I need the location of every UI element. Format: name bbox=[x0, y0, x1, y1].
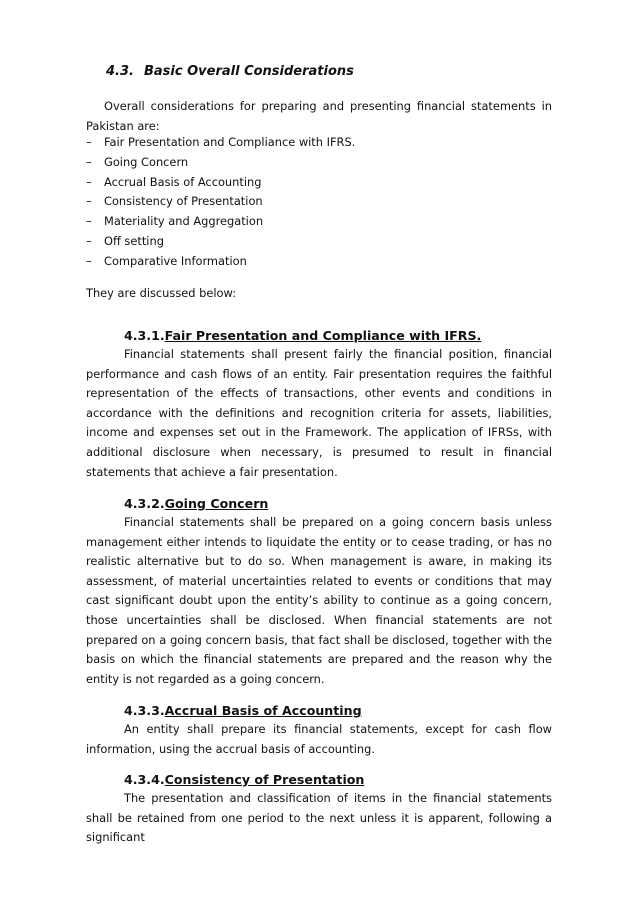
subsection-title: Consistency of Presentation bbox=[164, 772, 365, 787]
subsection-consistency bbox=[86, 771, 552, 848]
intro-text: Overall considerations for preparing and presenting financial statements in Pakistan are: bbox=[86, 99, 552, 133]
subsection-title: Fair Presentation and Compliance with IFRS. bbox=[164, 328, 482, 343]
section-title: Basic Overall Considerations bbox=[144, 64, 354, 79]
subsection-number: 4.3.1. bbox=[124, 328, 165, 343]
subsection-accrual-basis bbox=[86, 702, 552, 759]
intro-paragraph bbox=[86, 97, 552, 137]
subsection-body: Financial statements shall be prepared on a going concern basis unless management either intends to liquidate the entity or to cease trading, or has no realistic alternative but to do so. When management is aware, in making its assessment, of material uncertainties related to events or conditions that may cast significant doubt upon the entity’s ability to continue as a going concern, those uncertainties shall be disclosed. When financial statements are not prepared on a going concern basis, that fact shall be disclosed, together with the basis on which the financial statements are prepared and the reason why the entity is not regarded as a going concern. bbox=[86, 515, 552, 686]
subsection-heading bbox=[124, 327, 552, 345]
subsection-heading bbox=[124, 495, 552, 513]
dash-bullet: – bbox=[86, 135, 92, 149]
discussed-below-text: They are discussed below: bbox=[86, 286, 237, 300]
subsection-number: 4.3.4. bbox=[124, 772, 165, 787]
subsection-heading bbox=[124, 771, 552, 789]
subsection-body: The presentation and classification of items in the financial statements shall be retained from one period to the next unless it is apparent, following a significant bbox=[86, 791, 552, 845]
subsection-going-concern bbox=[86, 495, 552, 689]
dash-bullet: – bbox=[86, 233, 92, 248]
list-item-text: Materiality and Aggregation bbox=[104, 214, 264, 229]
subsection-body: Financial statements shall present fairly the financial position, financial performance and cash flows of an entity. Fair presentation requires the faithful representation of the effects of transactions, other events and conditions in accordance with the definitions and recognition criteria for assets, liabilities, income and expenses set out in the Framework. The application of IFRSs, with additional disclosure when necessary, is presumed to result in financial statements that achieve a fair presentation. bbox=[86, 347, 552, 479]
dash-bullet: – bbox=[86, 214, 92, 229]
dash-bullet: – bbox=[86, 194, 92, 209]
list-item-text: Off setting bbox=[104, 233, 164, 248]
list-item-text: Consistency of Presentation bbox=[104, 194, 263, 209]
subsection-number: 4.3.3. bbox=[124, 703, 165, 718]
list-item-text: Accrual Basis of Accounting bbox=[104, 174, 262, 189]
section-heading bbox=[106, 64, 354, 79]
subsection-title: Going Concern bbox=[164, 496, 269, 511]
dash-bullet: – bbox=[86, 253, 92, 268]
list-item-text: Comparative Information bbox=[104, 253, 247, 268]
list-item-text: Going Concern bbox=[104, 154, 189, 169]
subsection-number: 4.3.2. bbox=[124, 496, 165, 511]
section-number: 4.3. bbox=[106, 64, 134, 79]
subsection-fair-presentation bbox=[86, 327, 552, 482]
subsection-heading bbox=[124, 702, 552, 720]
subsection-title: Accrual Basis of Accounting bbox=[164, 703, 362, 718]
dash-bullet: – bbox=[86, 154, 92, 169]
list-item-text: Fair Presentation and Compliance with IFRS. bbox=[104, 135, 356, 149]
subsection-body: An entity shall prepare its financial statements, except for cash flow information, using the accrual basis of accounting. bbox=[86, 722, 552, 756]
dash-bullet: – bbox=[86, 174, 92, 189]
